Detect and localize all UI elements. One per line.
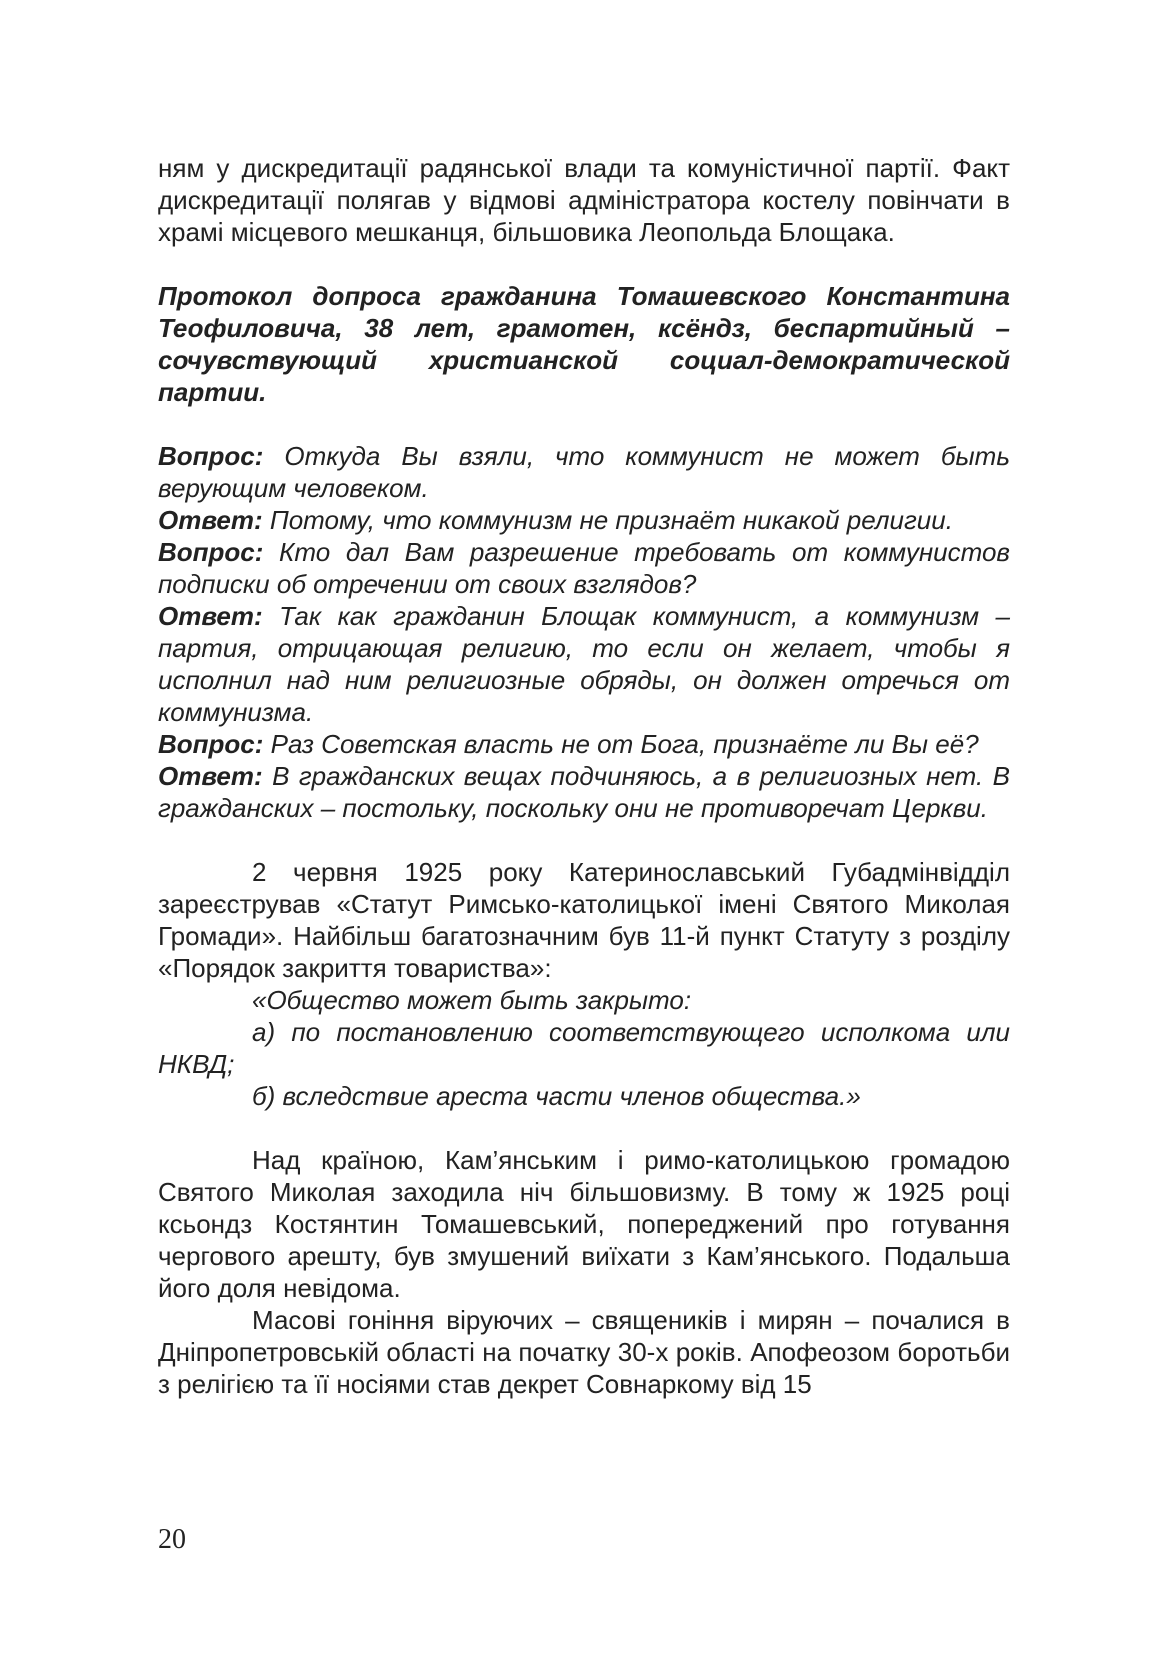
qa-speaker: Ответ: xyxy=(158,601,263,631)
quote-line: а) по постановлению соответствующего исполкома или НКВД; xyxy=(158,1017,1010,1079)
qa-text: Раз Советская власть не от Бога, признаёте ли Вы её? xyxy=(263,729,979,759)
qa-text: Откуда Вы взяли, что коммунист не может быть верующим человеком. xyxy=(158,441,1010,503)
interrogation-dialogue xyxy=(158,440,1010,824)
statute-quote xyxy=(158,984,1010,1112)
qa-line xyxy=(158,504,1010,536)
qa-speaker: Ответ: xyxy=(158,761,263,791)
qa-text: Кто дал Вам разрешение требовать от коммунистов подписки об отречении от своих взглядов? xyxy=(158,537,1010,599)
qa-speaker: Вопрос: xyxy=(158,441,264,471)
quote-line: б) вследствие ареста части членов общества.» xyxy=(252,1081,861,1111)
persecution-paragraph: Масові гоніння віруючих – священиків і мирян – почалися в Дніпропетровській області на початку 30-х років. Апофеозом боротьби з релігією та її носіями став декрет Совнаркому від 15 xyxy=(158,1305,1010,1399)
qa-line xyxy=(158,760,1010,824)
qa-speaker: Ответ: xyxy=(158,505,263,535)
qa-text: Потому, что коммунизм не признаёт никакой религии. xyxy=(262,505,953,535)
qa-text: Так как гражданин Блощак коммунист, а коммунизм – партия, отрицающая религию, то если он желает, чтобы я исполнил над ним религиозные обряды, он должен отречься от коммунизма. xyxy=(158,601,1010,727)
quote-line: «Общество может быть закрыто: xyxy=(252,985,692,1015)
qa-line xyxy=(158,440,1010,504)
statute-paragraph: 2 червня 1925 року Катеринославський Губадмінвідділ зареєстрував «Статут Римсько-католицької імені Святого Миколая Громади». Найбільш багатозначним був 11-й пункт Статуту з розділу «Порядок закриття товариства»: xyxy=(158,857,1010,983)
protocol-title: Протокол допроса гражданина Томашевского Константина Теофиловича, 38 лет, грамотен, ксёндз, беспартийный – сочувствующий христианской социал-демократической партии. xyxy=(158,281,1010,407)
night-paragraph: Над країною, Кам’янським і римо-католицькою громадою Святого Миколая заходила ніч більшовизму. В тому ж 1925 році ксьондз Костянтин Томашевський, попереджений про готування чергового арешту, був змушений виїхати з Кам’янського. Подальша його доля невідома. xyxy=(158,1145,1010,1303)
qa-line xyxy=(158,728,1010,760)
qa-line xyxy=(158,600,1010,728)
page-number: 20 xyxy=(158,1524,186,1555)
intro-paragraph: ням у дискредитації радянської влади та комуністичної партії. Факт дискредитації полягав у відмові адміністратора костелу повінчати в храмі місцевого мешканця, більшовика Леопольда Блощака. xyxy=(158,153,1010,247)
qa-speaker: Вопрос: xyxy=(158,729,264,759)
page-body xyxy=(158,152,1010,1400)
qa-speaker: Вопрос: xyxy=(158,537,264,567)
qa-text: В гражданских вещах подчиняюсь, а в религиозных нет. В гражданских – постольку, поскольку они не противоречат Церкви. xyxy=(158,761,1010,823)
qa-line xyxy=(158,536,1010,600)
